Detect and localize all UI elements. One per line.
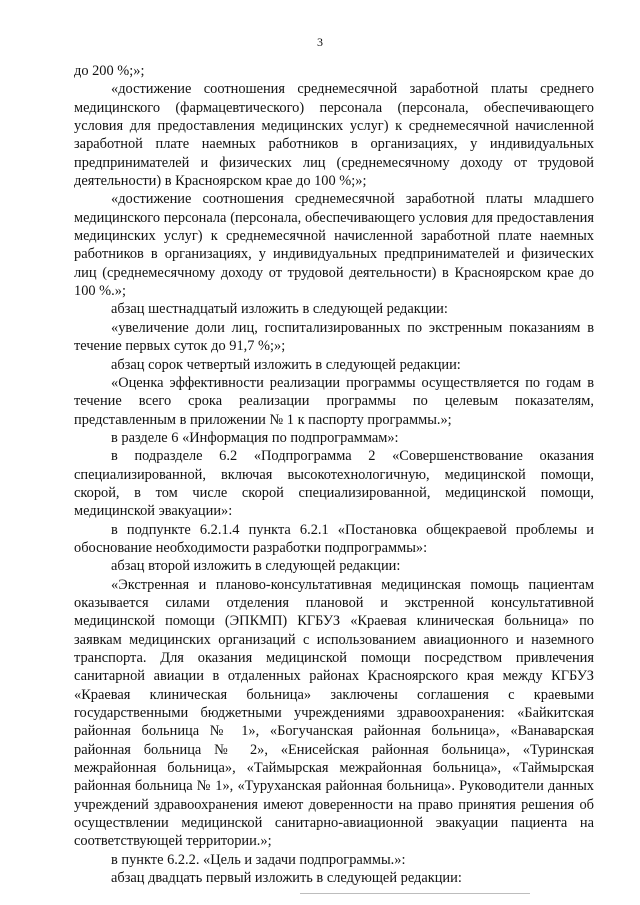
document-body <box>74 62 594 887</box>
scan-edge-line <box>300 893 530 894</box>
paragraph-1: до 200 %;»; <box>74 63 145 79</box>
paragraph-5: «увеличение доли лиц, госпитализированных по экстренным показаниям в течение первых суток до 91,7 %;»; <box>74 319 594 355</box>
paragraph-13: в пункте 6.2.2. «Цель и задачи подпрограммы.»: <box>111 851 406 868</box>
paragraph-4: абзац шестнадцатый изложить в следующей редакции: <box>111 301 448 318</box>
paragraph-14: абзац двадцать первый изложить в следующей редакции: <box>111 870 462 887</box>
paragraph-10: в подпункте 6.2.1.4 пункта 6.2.1 «Постановка общекраевой проблемы и обоснование необходимости разработки подпрограммы»: <box>74 521 594 556</box>
paragraph-12: «Экстренная и планово-консультативная медицинская помощь пациентам оказывается силами отделения плановой и экстренной консультативной медицинской помощи (ЭПКМП) КГБУЗ «Краевая клиническая больница» по заявкам медицинских организаций с использованием авиационного и наземного транспорта. Для оказания медицинской помощи посредством привлечения санитарной авиации в отдаленных районах Красноярского края между КГБУЗ «Краевая клиническая больница» заключены соглашения с краевыми государственными бюджетными учреждениями здравоохранения: «Байкитская районная больница № 1», «Богучанская районная больница», «Ванаварская районная больница № 2», «Енисейская районная больница», «Туринская межрайонная больница», «Таймырская межрайонная больница», «Таймырская районная больница № 1», «Туруханская районная больница». Руководители данных учреждений здравоохранения имеют доверенности на право принятия решения об осуществлении медицинской санитарно-авиационной эвакуации пациента на соответствующей территории.»; <box>74 576 594 850</box>
paragraph-11: абзац второй изложить в следующей редакции: <box>111 558 401 575</box>
page-number: 3 <box>317 35 323 49</box>
paragraph-2: «достижение соотношения среднемесячной заработной платы среднего медицинского (фармацевтического) персонала (персонала, обеспечивающего условия для предоставления медицинских услуг) к среднемесячной начисленной заработной плате наемных работников в организациях, у индивидуальных предпринимателей и физических лиц (среднемесячному доходу от трудовой деятельности) в Красноярском крае до 100 %;»; <box>74 81 594 190</box>
paragraph-7: «Оценка эффективности реализации программы осуществляется по годам в течение всего срока реализации программы по целевым показателям, представленным в приложении № 1 к паспорту программы.»; <box>74 374 594 428</box>
paragraph-6: абзац сорок четвертый изложить в следующей редакции: <box>111 356 461 373</box>
paragraph-9: в подразделе 6.2 «Подпрограмма 2 «Совершенствование оказания специализированной, включая высокотехнологичную, медицинской помощи, скорой, в том числе скорой специализированной, медицинской помощи, медицинской эвакуации»: <box>74 448 594 520</box>
paragraph-3: «достижение соотношения среднемесячной заработной платы младшего медицинского персонала (персонала, обеспечивающего условия для предоставления медицинских услуг) к среднемесячной начисленной заработной плате наемных работников в организациях, у индивидуальных предпринимателей и физических лиц (среднемесячному доходу от трудовой деятельности) в Красноярском крае до 100 %.»; <box>74 191 594 300</box>
paragraph-8: в разделе 6 «Информация по подпрограммам»: <box>111 429 399 446</box>
